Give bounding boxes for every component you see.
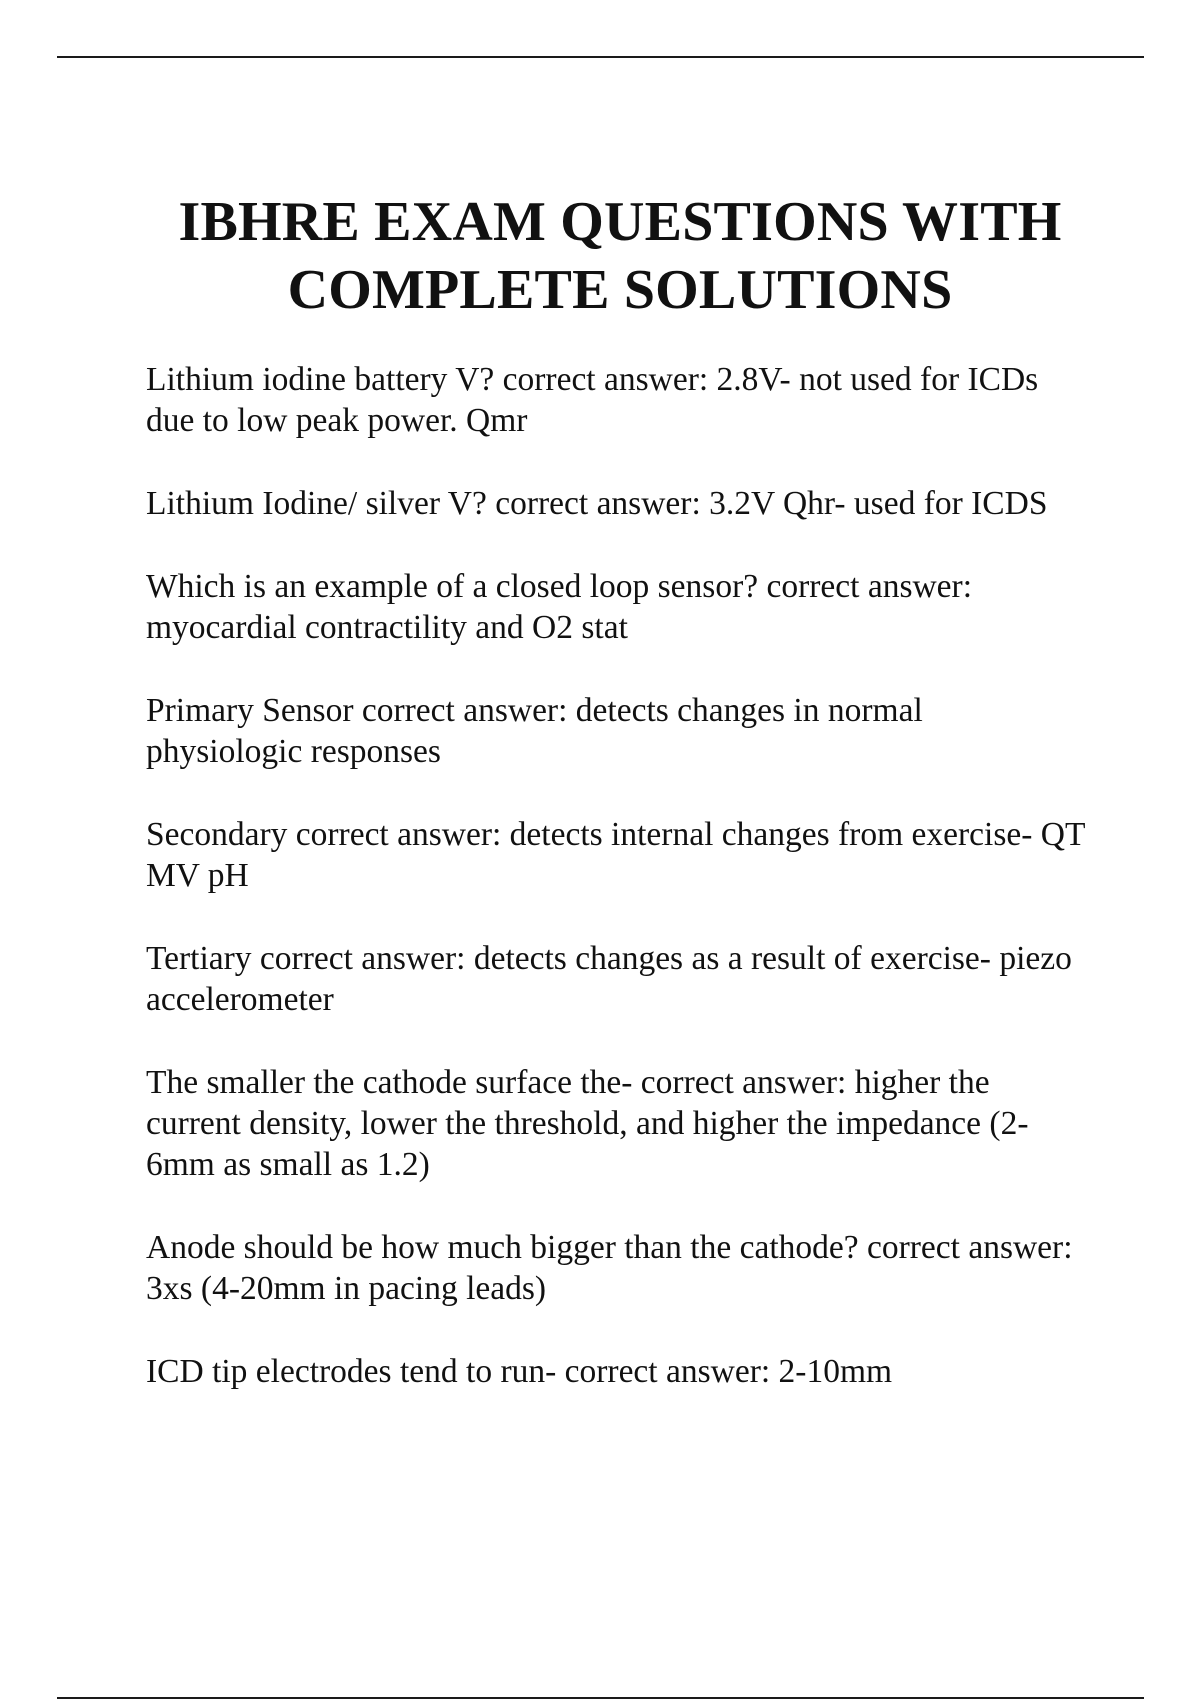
qa-list <box>146 359 1086 1434</box>
title-line-1: IBHRE EXAM QUESTIONS WITH <box>178 191 1062 253</box>
qa-item: ICD tip electrodes tend to run- correct answer: 2-10mm <box>146 1353 893 1390</box>
qa-item: The smaller the cathode surface the- correct answer: higher the current density, lower the threshold, and higher the impedance (2-6mm as small as 1.2) <box>146 1064 1029 1183</box>
document-title <box>0 188 1200 324</box>
qa-item: Primary Sensor correct answer: detects changes in normal physiologic responses <box>146 692 923 770</box>
qa-item: Secondary correct answer: detects internal changes from exercise- QT MV pH <box>146 816 1085 894</box>
qa-item: Which is an example of a closed loop sensor? correct answer: myocardial contractility and O2 stat <box>146 568 973 646</box>
qa-item: Lithium iodine battery V? correct answer: 2.8V- not used for ICDs due to low peak power. Qmr <box>146 361 1039 439</box>
qa-item: Anode should be how much bigger than the cathode? correct answer: 3xs (4-20mm in pacing leads) <box>146 1229 1073 1307</box>
bottom-rule <box>57 1697 1144 1699</box>
title-line-2: COMPLETE SOLUTIONS <box>287 259 953 321</box>
qa-item: Tertiary correct answer: detects changes as a result of exercise- piezo accelerometer <box>146 940 1072 1018</box>
top-rule <box>57 56 1144 58</box>
qa-item: Lithium Iodine/ silver V? correct answer: 3.2V Qhr- used for ICDS <box>146 485 1048 522</box>
